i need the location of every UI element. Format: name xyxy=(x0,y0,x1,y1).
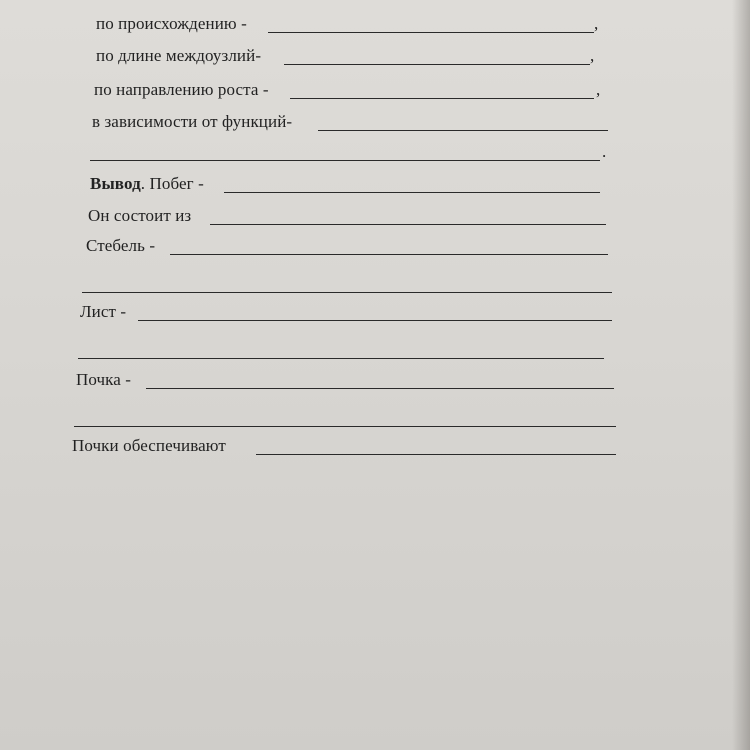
leaf-continuation-rule[interactable] xyxy=(78,358,604,359)
internode-label: по длине междоузлий- xyxy=(96,46,262,65)
conclusion-bold-label: Вывод xyxy=(90,174,141,193)
buds-provide-label: Почки обеспечивают xyxy=(72,436,226,455)
origin-label: по происхождению - xyxy=(96,14,247,33)
function-label: в зависимости от функций- xyxy=(92,112,293,131)
consists-answer-rule[interactable] xyxy=(210,224,606,225)
stem-continuation-rule[interactable] xyxy=(82,292,612,293)
growth-direction-tail: , xyxy=(596,80,601,99)
internode-answer-rule[interactable] xyxy=(284,64,590,65)
buds-provide-answer-rule[interactable] xyxy=(256,454,616,455)
growth-direction-label: по направлению роста - xyxy=(94,80,269,99)
page-edge-shadow xyxy=(732,0,750,750)
function-continuation-rule[interactable] xyxy=(90,160,600,161)
stem-label: Стебель - xyxy=(86,236,156,255)
origin-answer-rule[interactable] xyxy=(268,32,594,33)
bud-label: Почка - xyxy=(76,370,132,389)
conclusion-label: . Побег - xyxy=(140,174,204,193)
leaf-answer-rule[interactable] xyxy=(138,320,612,321)
bud-answer-rule[interactable] xyxy=(146,388,614,389)
conclusion-answer-rule[interactable] xyxy=(224,192,600,193)
internode-tail: , xyxy=(590,46,595,65)
stem-answer-rule[interactable] xyxy=(170,254,608,255)
function-continuation-tail: . xyxy=(602,142,607,161)
leaf-label: Лист - xyxy=(80,302,127,321)
consists-label: Он состоит из xyxy=(88,206,192,225)
origin-tail: , xyxy=(594,14,599,33)
function-answer-rule[interactable] xyxy=(318,130,608,131)
growth-direction-answer-rule[interactable] xyxy=(290,98,594,99)
bud-continuation-rule[interactable] xyxy=(74,426,616,427)
